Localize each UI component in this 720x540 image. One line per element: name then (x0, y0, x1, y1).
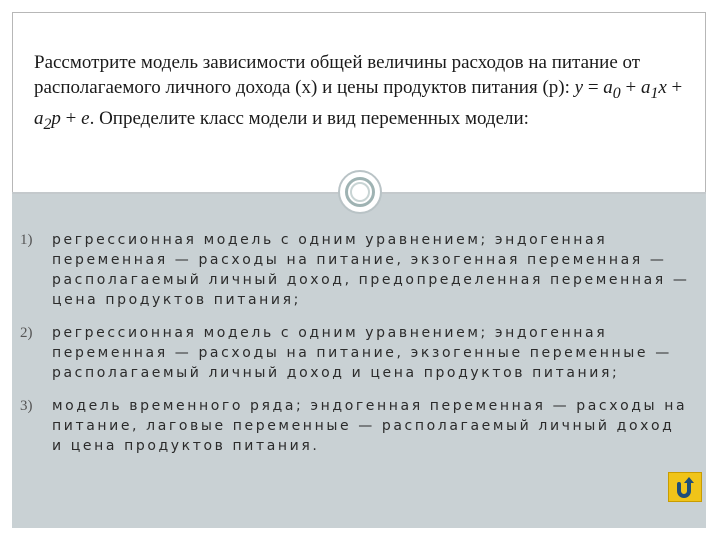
answer-number: 2) (20, 325, 33, 341)
question-text-before: Рассмотрите модель зависимости общей величины расходов на питание от располагаемого личного дохода (x) и цены продуктов питания (p): (34, 52, 641, 98)
answer-text: модель временного ряда; эндогенная переменная — расходы на питание, лаговые переменные — располагаемый личный доход и цена продуктов питания. (52, 398, 688, 454)
answer-text: регрессионная модель с одним уравнением; эндогенная переменная — расходы на питание, экзогенные переменные — располагаемый личный доход и цена продуктов питания; (52, 325, 672, 381)
ornament-ring-inner (350, 182, 370, 202)
question-formula: $y = a_0 + a_1x + a_2p + e$ (34, 77, 683, 133)
return-arrow-icon (673, 476, 697, 498)
answer-number: 1) (20, 232, 33, 248)
circle-ornament-icon (338, 170, 382, 214)
answer-option-1[interactable] (20, 230, 690, 310)
answer-option-2[interactable] (20, 323, 690, 383)
formula-a1x: $a_1x$ (640, 77, 667, 102)
answer-text: регрессионная модель с одним уравнением; эндогенная переменная — расходы на питание, экзогенная переменная — располагаемый личный доход, предопределенная переменная — цена продуктов питания; (52, 232, 690, 308)
question-text-after: . Определите класс модели и вид переменных модели: (89, 107, 529, 129)
formula-e: e (81, 107, 90, 129)
answer-number: 3) (20, 398, 33, 414)
formula-y: y (574, 77, 584, 98)
formula-a2p: $a_2p$ (34, 107, 61, 133)
question-text (34, 50, 684, 137)
answer-option-3[interactable] (20, 396, 690, 456)
formula-a0: $a_0$ (603, 77, 621, 102)
answer-list (20, 230, 690, 469)
return-button[interactable] (668, 472, 702, 502)
